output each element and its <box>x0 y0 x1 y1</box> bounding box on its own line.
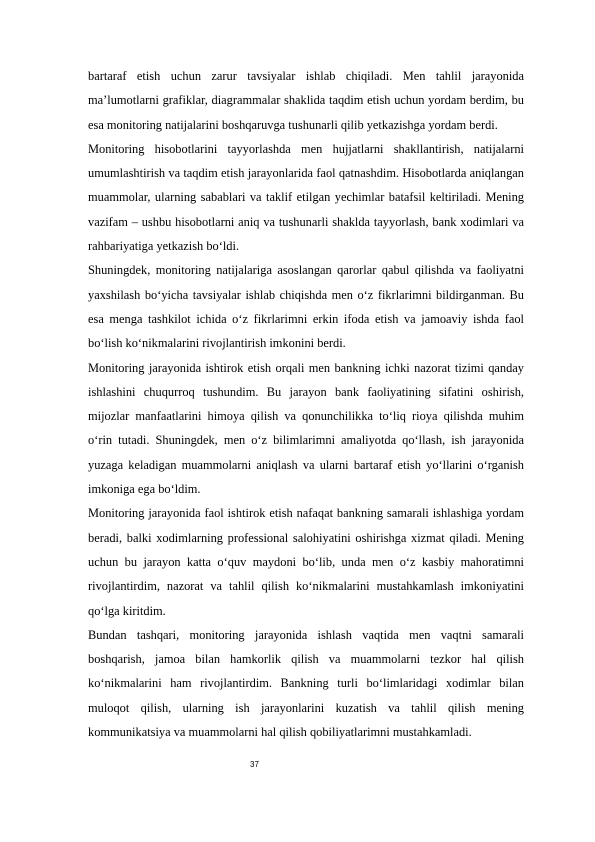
page-number: 37 <box>250 760 259 769</box>
paragraph-1: bartaraf etish uchun zarur tavsiyalar ishlab chiqiladi. Men tahlil jarayonida ma’lumotlarni grafiklar, diagrammalar shaklida taqdim etish uchun yordam berdim, bu esa monitoring natijalarini boshqaruvga tushunarli qilib yetkazishga yordam berdi. <box>88 69 524 132</box>
paragraph-4: Monitoring jarayonida ishtirok etish orqali men bankning ichki nazorat tizimi qanday ishlashini chuqurroq tushundim. Bu jarayon bank faoliyatining sifatini oshirish, mijozlar manfaatlarini himoya qilish va qonunchilikka to‘liq rioya qilishda muhim o‘rin tutadi. Shuningdek, men o‘z bilimlarimni amaliyotda qo‘llash, ish jarayonida yuzaga keladigan muammolarni aniqlash va ularni bartaraf etish yo‘llarini o‘rganish imkoniga ega bo‘ldim. <box>88 360 524 497</box>
body-text <box>88 64 524 744</box>
paragraph-2: Monitoring hisobotlarini tayyorlashda men hujjatlarni shakllantirish, natijalarni umumlashtirish va taqdim etish jarayonlarida faol qatnashdim. Hisobotlarda aniqlangan muammolar, ularning sabablari va taklif etilgan yechimlar batafsil keltiriladi. Mening vazifam – ushbu hisobotlarni aniq va tushunarli shaklda tayyorlash, bank xodimlari va rahbariyatiga yetkazish bo‘ldi. <box>88 141 524 254</box>
paragraph-5: Monitoring jarayonida faol ishtirok etish nafaqat bankning samarali ishlashiga yordam beradi, balki xodimlarning professional salohiyatini oshirishga xizmat qiladi. Mening uchun bu jarayon katta o‘quv maydoni bo‘lib, unda men o‘z kasbiy mahoratimni rivojlantirdim, nazorat va tahlil qilish ko‘nikmalarini mustahkamlash imkoniyatini qo‘lga kiritdim. <box>88 506 524 618</box>
paragraph-3: Shuningdek, monitoring natijalariga asoslangan qarorlar qabul qilishda va faoliyatni yaxshilash bo‘yicha tavsiyalar ishlab chiqishda men o‘z fikrlarimni bildirganman. Bu esa menga tashkilot ichida o‘z fikrlarimni erkin ifoda etish va jamoaviy ishda faol bo‘lish ko‘nikmalarini rivojlantirish imkonini berdi. <box>88 263 524 351</box>
paragraph-6: Bundan tashqari, monitoring jarayonida ishlash vaqtida men vaqtni samarali boshqarish, jamoa bilan hamkorlik qilish va muammolarni tezkor hal qilish ko‘nikmalarini ham rivojlantirdim. Bankning turli bo‘limlaridagi xodimlar bilan muloqot qilish, ularning ish jarayonlarini kuzatish va tahlil qilish mening kommunikatsiya va muammolarni hal qilish qobiliyatlarimni mustahkamladi. <box>88 627 524 740</box>
